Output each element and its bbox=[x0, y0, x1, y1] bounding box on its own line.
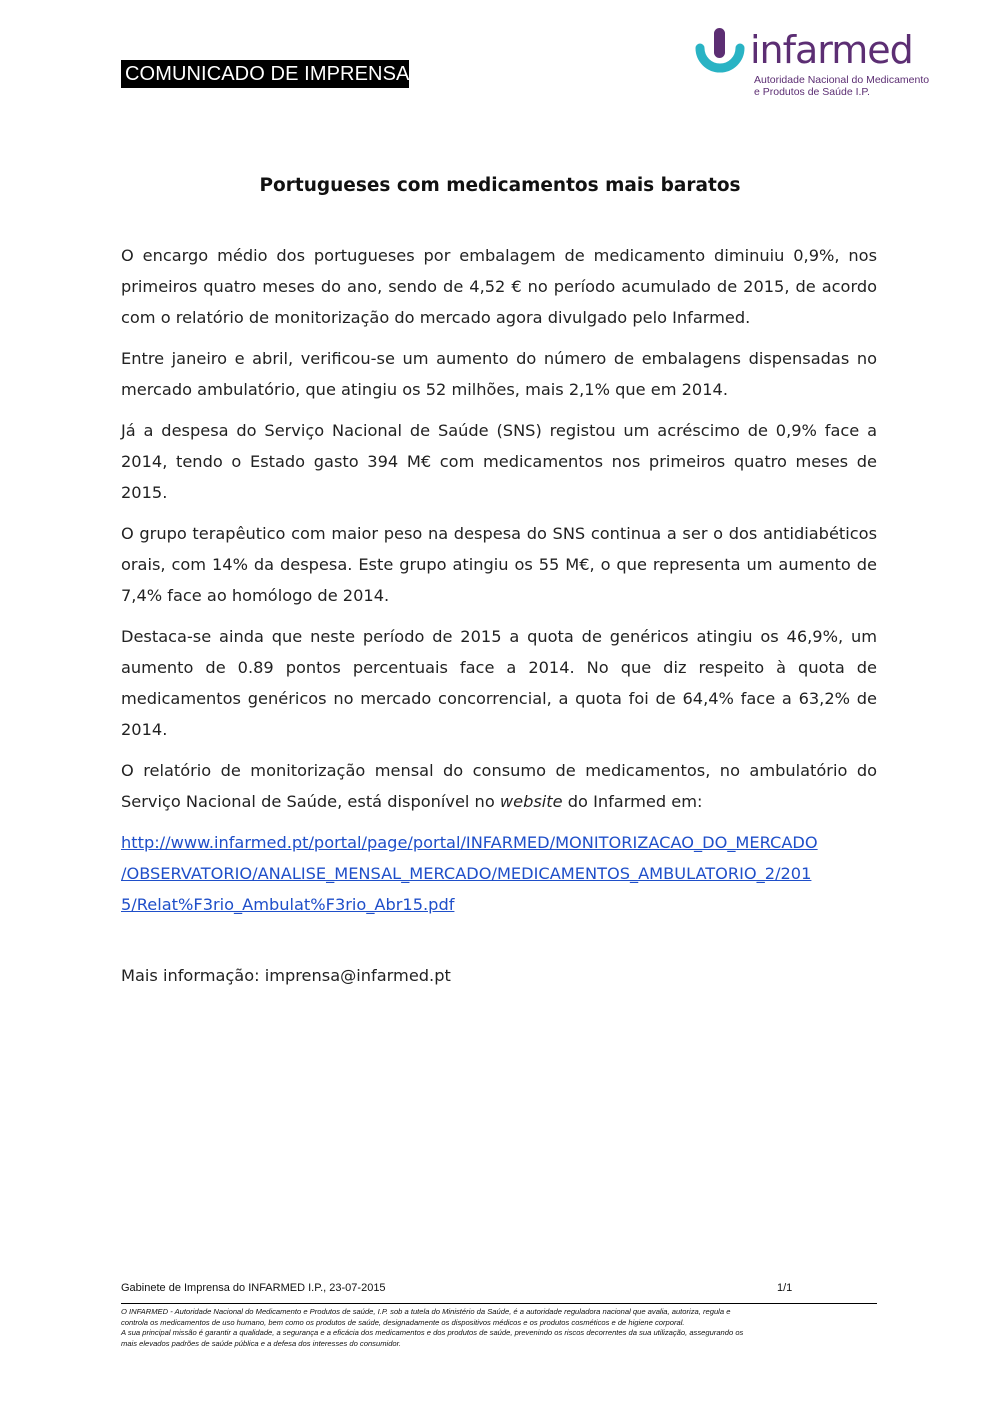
report-link-block bbox=[121, 827, 877, 920]
article-body bbox=[121, 240, 877, 1001]
logo-subtitle-line1: Autoridade Nacional do Medicamento bbox=[754, 74, 930, 86]
report-link-line3[interactable]: 5/Relat%F3rio_Ambulat%F3rio_Abr15.pdf bbox=[121, 895, 455, 914]
paragraph: O encargo médio dos portugueses por embalagem de medicamento diminuiu 0,9%, nos primeiros quatro meses do ano, sendo de 4,52 € no período acumulado de 2015, de acordo com o relatório de monitorização do mercado agora divulgado pelo Infarmed. bbox=[121, 246, 877, 327]
disclaimer-line: controla os medicamentos de uso humano, bem como os produtos de saúde, designadamente os dispositivos médicos e os produtos cosméticos e de higiene corporal. bbox=[121, 1317, 685, 1327]
report-text-after: do Infarmed em: bbox=[562, 792, 703, 811]
press-release-banner: COMUNICADO DE IMPRENSA bbox=[121, 60, 409, 88]
disclaimer-line: A sua principal missão é garantir a qualidade, a segurança e a eficácia dos medicamentos e dos produtos de saúde, prevenindo os riscos decorrentes da sua utilização, assegurando os bbox=[121, 1328, 744, 1337]
footer-divider bbox=[121, 1303, 877, 1304]
paragraph: O grupo terapêutico com maior peso na despesa do SNS continua a ser o dos antidiabéticos orais, com 14% da despesa. Este grupo atingiu os 55 M€, o que representa um aumento de 7,4% face ao homólogo de 2014. bbox=[121, 524, 877, 605]
report-text-italic: website bbox=[499, 792, 563, 811]
footer-office: Gabinete de Imprensa do INFARMED I.P., 23-07-2015 bbox=[121, 1282, 386, 1294]
report-text-before: O relatório de monitorização mensal do consumo de medicamentos, no ambulatório do Serviço Nacional de Saúde, está disponível no bbox=[121, 761, 877, 811]
disclaimer-line: mais elevados padrões de saúde pública e a defesa dos interesses do consumidor. bbox=[121, 1338, 402, 1348]
report-link[interactable] bbox=[121, 833, 818, 914]
footer-info bbox=[121, 1282, 877, 1294]
paragraph: Já a despesa do Serviço Nacional de Saúde (SNS) registou um acréscimo de 0,9% face a 2014, tendo o Estado gasto 394 M€ com medicamentos nos primeiros quatro meses de 2015. bbox=[121, 421, 877, 502]
paragraph: Entre janeiro e abril, verificou-se um aumento do número de embalagens dispensadas no mercado ambulatório, que atingiu os 52 milhões, mais 2,1% que em 2014. bbox=[121, 349, 877, 399]
infarmed-logo bbox=[692, 22, 930, 102]
logo-subtitle-line2: e Produtos de Saúde I.P. bbox=[754, 86, 870, 98]
page-title: Portugueses com medicamentos mais baratos bbox=[259, 175, 741, 196]
footer-disclaimer bbox=[121, 1307, 881, 1349]
report-paragraph bbox=[121, 755, 877, 817]
disclaimer-line: O INFARMED - Autoridade Nacional do Medicamento e Produtos de saúde, I.P. sob a tutela do Ministério da Saúde, é a autoridade reguladora nacional que avalia, autoriza, regula e bbox=[121, 1307, 731, 1316]
more-info: Mais informação: imprensa@infarmed.pt bbox=[121, 966, 451, 985]
logo-wordmark: infarmed bbox=[750, 28, 913, 72]
report-link-line1[interactable]: http://www.infarmed.pt/portal/page/portal/INFARMED/MONITORIZACAO_DO_MERCADO bbox=[121, 833, 818, 852]
infarmed-logo-icon bbox=[692, 26, 748, 82]
page-number: 1/1 bbox=[777, 1282, 793, 1294]
paragraph: Destaca-se ainda que neste período de 2015 a quota de genéricos atingiu os 46,9%, um aumento de 0.89 pontos percentuais face a 2014. No que diz respeito à quota de medicamentos genéricos no mercado concorrencial, a quota foi de 64,4% face a 63,2% de 2014. bbox=[121, 627, 877, 739]
report-link-line2[interactable]: /OBSERVATORIO/ANALISE_MENSAL_MERCADO/MEDICAMENTOS_AMBULATORIO_2/201 bbox=[121, 864, 812, 883]
